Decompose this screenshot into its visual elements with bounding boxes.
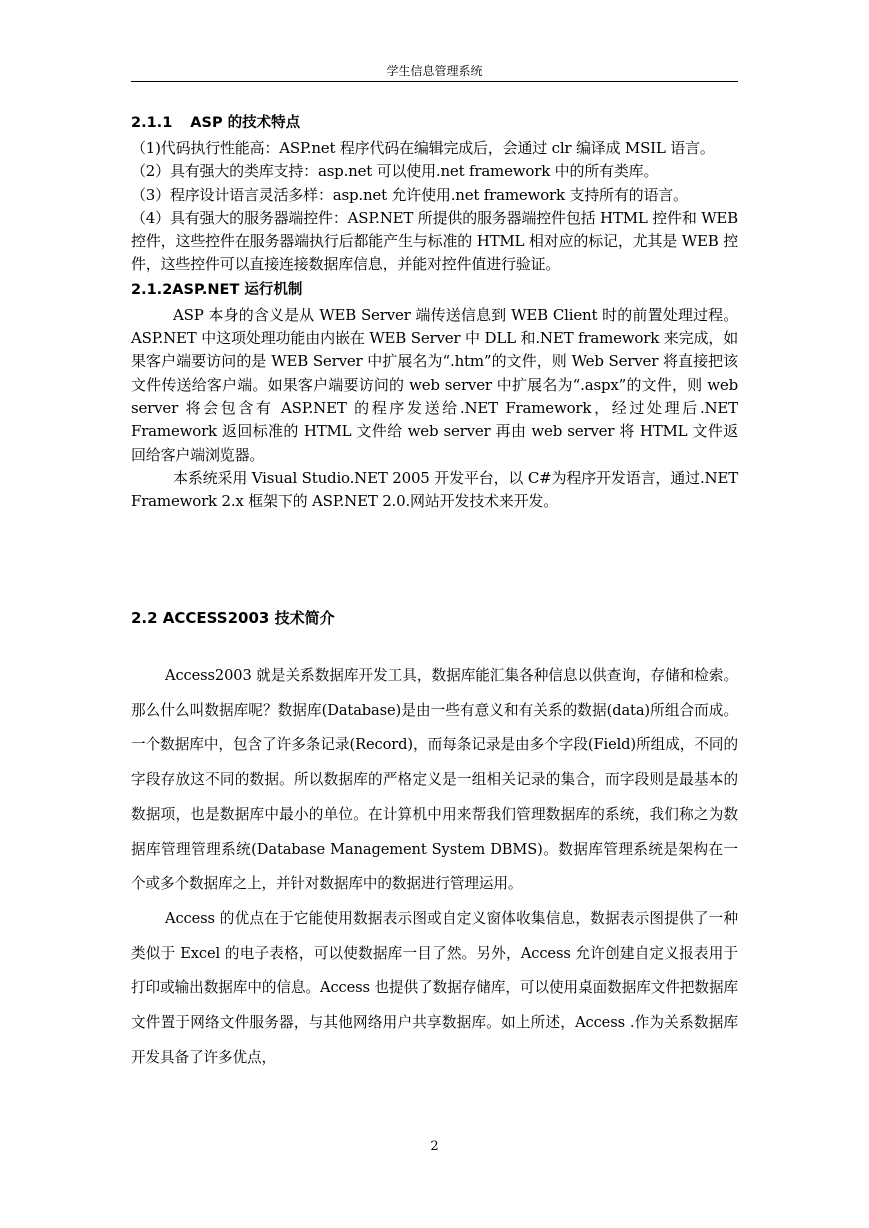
heading-2-2: 2.2 ACCESS2003 技术简介 <box>131 609 335 627</box>
section-access-heading <box>131 605 738 631</box>
heading-2-1-2: 2.1.2ASP.NET 运行机制 <box>131 281 303 298</box>
feature-item-3: （3）程序设计语言灵活多样：asp.net 允许使用.net framework 支持所有的语言。 <box>131 185 688 204</box>
running-header: 学生信息管理系统 <box>386 64 483 78</box>
feature-item-4: （4）具有强大的服务器端控件：ASP.NET 所提供的服务器端控件包括 HTML 控件和 WEB 控件，这些控件在服务器端执行后都能产生与标准的 HTML 相对应的标记，尤其是 WEB 控件，这些控件可以直接连接数据库信息，并能对控件值进行验证。 <box>131 208 738 274</box>
feature-item-2: （2）具有强大的类库支持：asp.net 可以使用.net framework 中的所有类库。 <box>131 162 659 181</box>
heading-2-1-1 <box>131 112 738 134</box>
paragraph-access-intro: Access2003 就是关系数据库开发工具，数据库能汇集各种信息以供查询，存储和检索。那么什么叫数据库呢？数据库(Database)是由一些有意义和有关系的数据(data)所组合而成。一个数据库中，包含了许多条记录(Record)，而每条记录是由多个字段(Field)所组成，不同的字段存放这不同的数据。所以数据库的严格定义是一组相关记录的集合，而字段则是最基本的数据项，也是数据库中最小的单位。在计算机中用来帮我们管理数据库的系统，我们称之为数据库管理管理系统(Database Management System DBMS)。数据库管理系统是架构在一个或多个数据库之上，并针对数据库中的数据进行管理运用。 <box>131 667 738 893</box>
paragraph-access-advantages: Access 的优点在于它能使用数据表示图或自定义窗体收集信息，数据表示图提供了一种类似于 Excel 的电子表格，可以使数据库一目了然。另外，Access 允许创建自定义报表用于打印或输出数据库中的信息。Access 也提供了数据存储库，可以使用桌面数据库文件把数据库文件置于网络文件服务器，与其他网络用户共享数据库。如上所述，Access .作为关系数据库开发具备了许多优点， <box>131 909 738 1066</box>
paragraph-system-platform: 本系统采用 Visual Studio.NET 2005 开发平台，以 C#为程序开发语言，通过.NET Framework 2.x 框架下的 ASP.NET 2.0.网站开发技术来开发。 <box>131 468 738 511</box>
section-asp <box>131 112 738 513</box>
heading-2-1-1-number: 2.1.1 <box>131 115 173 131</box>
page-number: 2 <box>430 1139 439 1154</box>
section-access-body <box>131 659 738 1075</box>
heading-2-1-1-title: ASP 的技术特点 <box>190 115 301 131</box>
header-rule <box>131 81 738 82</box>
feature-item-1: （1)代码执行性能高：ASP.net 程序代码在编辑完成后，会通过 clr 编译成 MSIL 语言。 <box>131 139 715 157</box>
paragraph-asp-mechanism: ASP 本身的含义是从 WEB Server 端传送信息到 WEB Client 时的前置处理过程。ASP.NET 中这项处理功能由内嵌在 WEB Server 中 DLL 和.NET framework 来完成，如果客户端要访问的是 WEB Server 中扩展名为“.htm”的文件，则 Web Server 将直接把该文件传送给客户端。如果客户端要访问的 web server 中扩展名为“.aspx”的文件，则 web server 将会包含有 ASP.NET 的程序发送给.NET Framework，经过处理后.NET Framework 返回标准的 HTML 文件给 web server 再由 web server 将 HTML 文件返回给客户端浏览器。 <box>131 305 738 464</box>
